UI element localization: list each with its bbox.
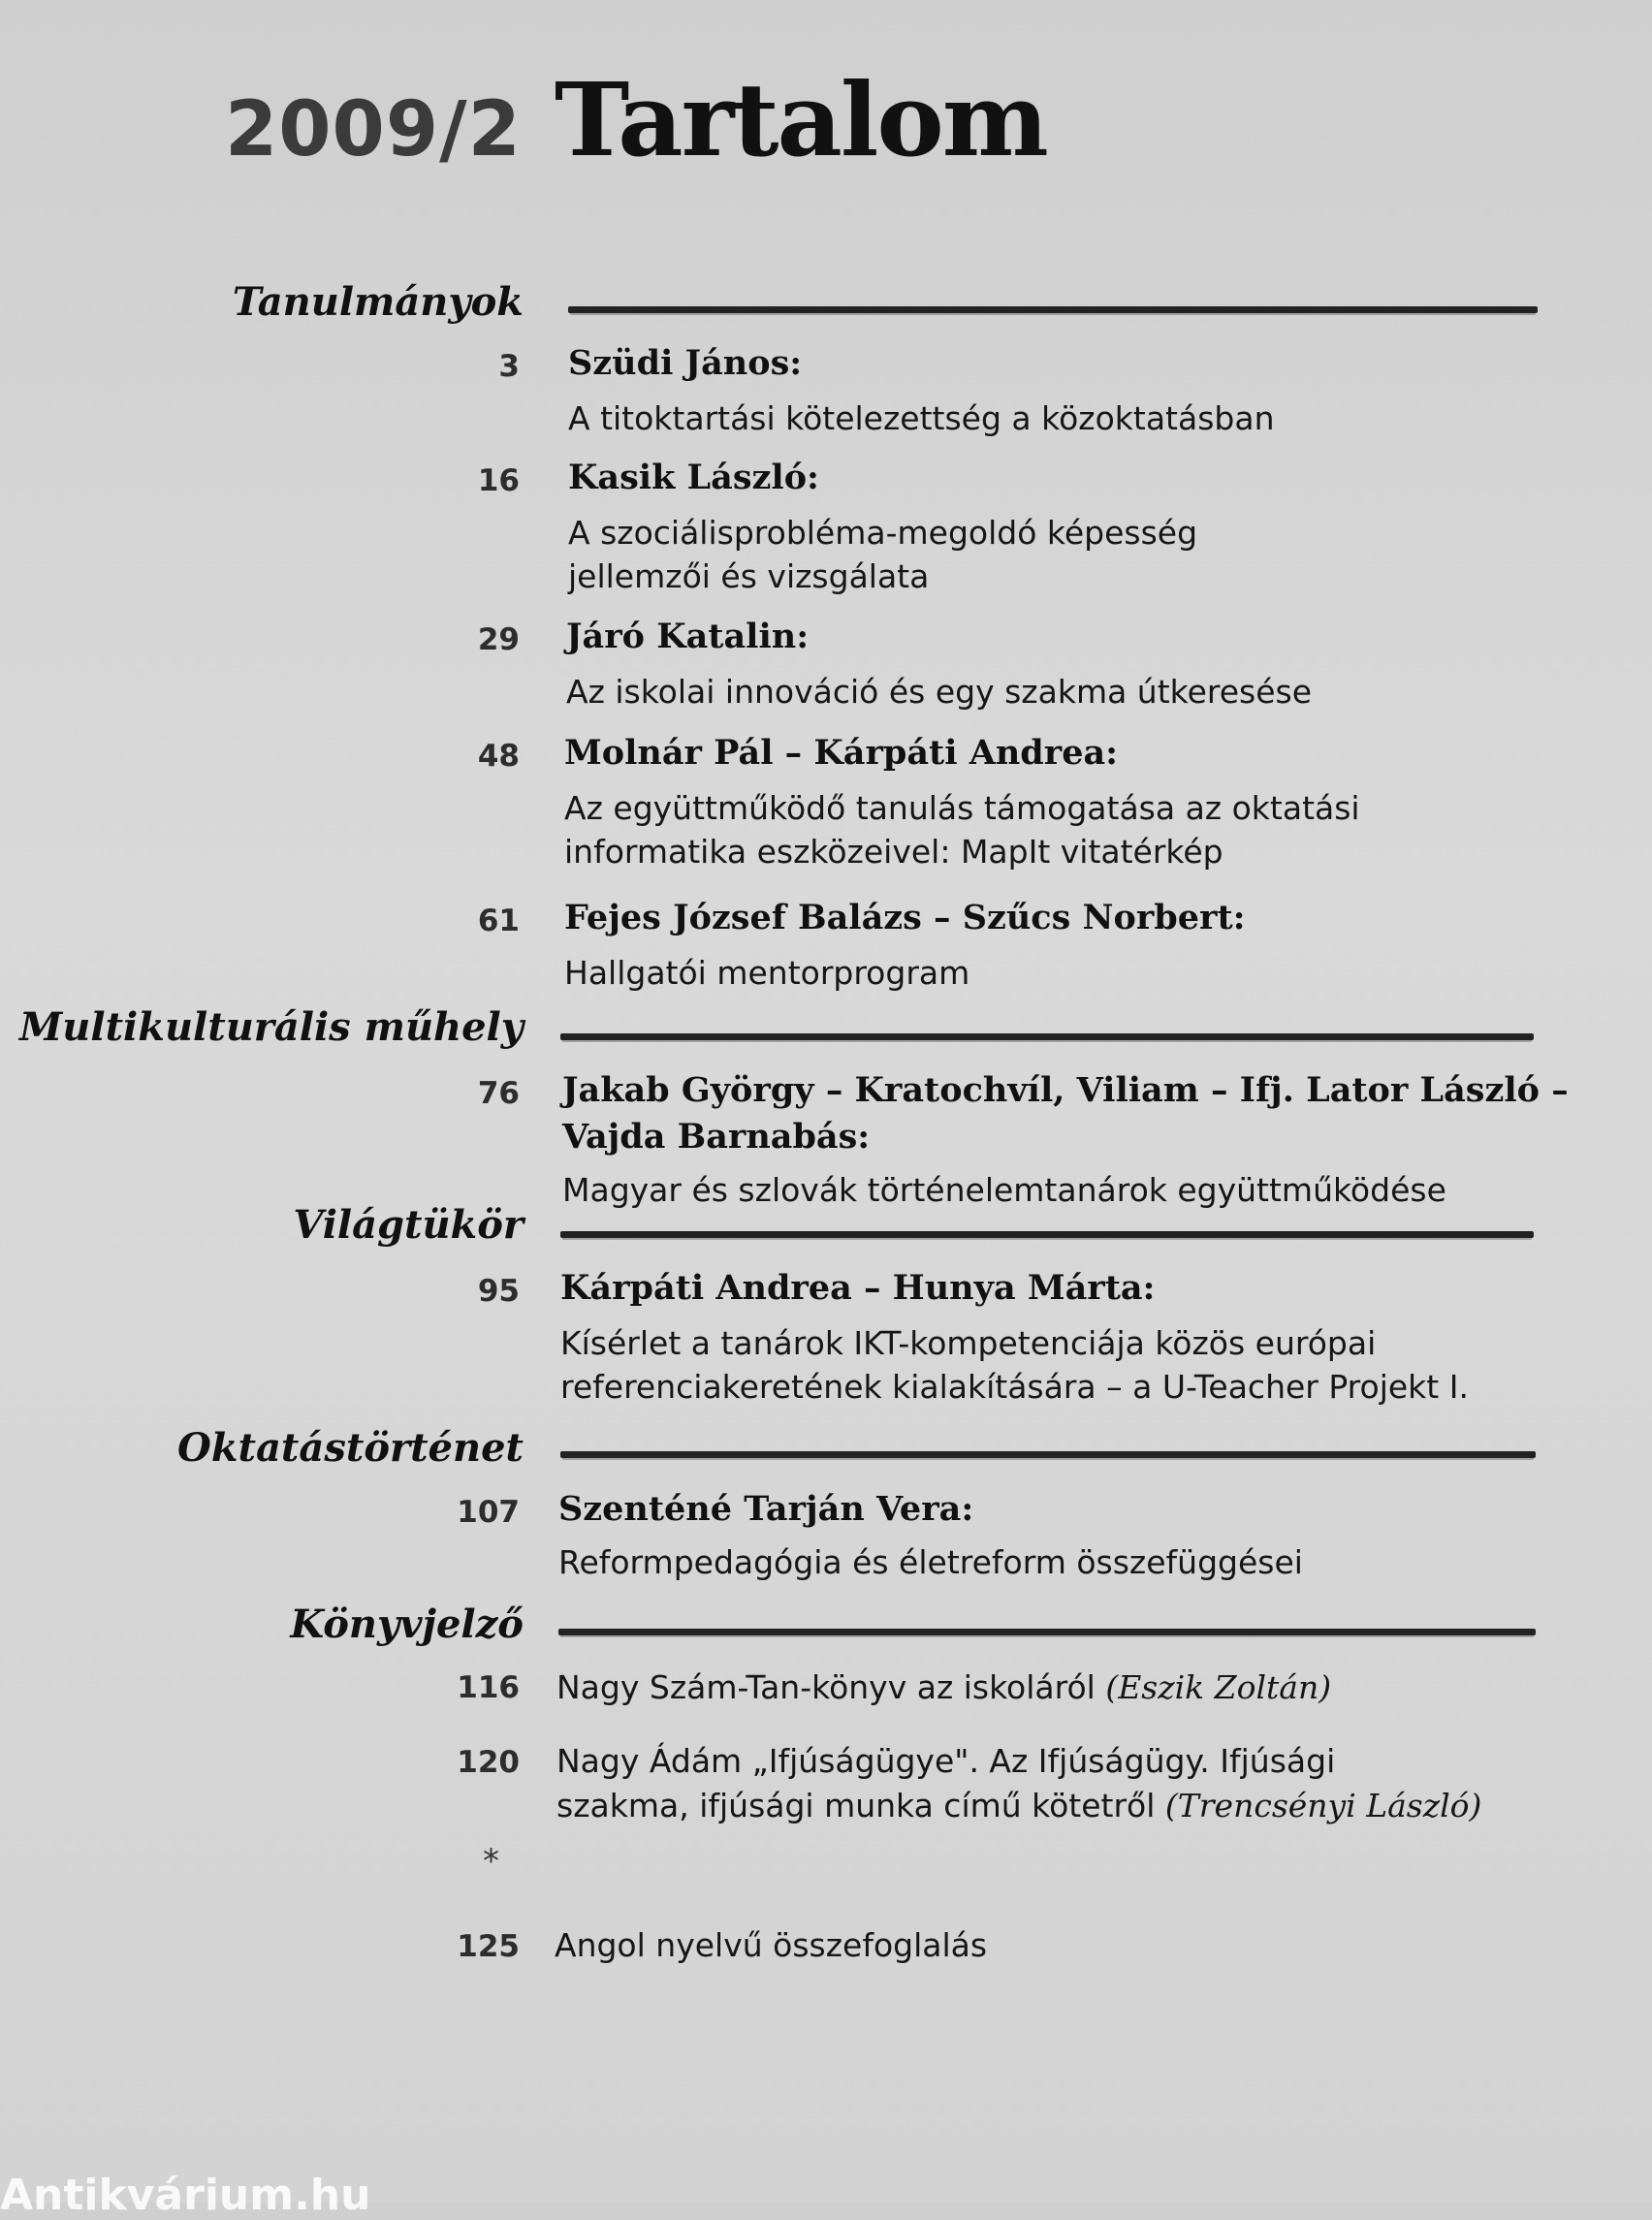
section-rule xyxy=(560,1451,1536,1458)
book-review-title: Nagy Szám-Tan-könyv az iskoláról xyxy=(556,1668,1106,1706)
page-number: 120 xyxy=(457,1745,520,1780)
page-number: 107 xyxy=(457,1495,520,1530)
page-number: 16 xyxy=(477,463,520,498)
section-rule xyxy=(560,1033,1534,1040)
entry-title: Kísérlet a tanárok IKT-kompetenciája közös európai xyxy=(560,1324,1377,1362)
page-number: 3 xyxy=(498,349,520,384)
separator-asterisk: * xyxy=(483,1842,499,1881)
entry-title: A titoktartási kötelezettség a közoktatásban xyxy=(568,399,1275,437)
page-number: 29 xyxy=(477,622,520,657)
entry-title xyxy=(556,1665,1331,1710)
entry-title: Magyar és szlovák történelemtanárok együttműködése xyxy=(562,1171,1446,1209)
section-rule xyxy=(558,1629,1536,1635)
section-heading-multikulturalis: Multikulturális műhely xyxy=(19,1004,524,1050)
page-number: 95 xyxy=(477,1274,520,1309)
entry-title-line-2: informatika eszközeivel: MapIt vitatérkép xyxy=(564,833,1223,871)
section-rule xyxy=(568,306,1538,313)
section-rule xyxy=(560,1231,1534,1238)
section-heading-oktatastortenet: Oktatástörténet xyxy=(176,1425,524,1471)
entry-author: Molnár Pál – Kárpáti Andrea: xyxy=(564,733,1119,773)
entry-title: Az együttműködő tanulás támogatása az oktatási xyxy=(564,789,1360,827)
entry-title: A szociálisprobléma-megoldó képesség xyxy=(568,514,1198,552)
page-number: 116 xyxy=(457,1670,520,1705)
entry-title: Angol nyelvű összefoglalás xyxy=(555,1926,988,1964)
entry-title: Hallgatói mentorprogram xyxy=(564,954,970,992)
watermark: Antikvárium.hu xyxy=(0,2171,371,2220)
entry-title: Az iskolai innováció és egy szakma útkeresése xyxy=(566,673,1313,711)
page-title xyxy=(225,60,1047,179)
title-word: Tartalom xyxy=(554,60,1047,179)
page-number: 48 xyxy=(477,739,520,774)
page-number: 61 xyxy=(477,904,520,938)
reviewer-name: (Eszik Zoltán) xyxy=(1105,1668,1332,1706)
entry-author: Jakab György – Kratochvíl, Viliam – Ifj. Lator László – xyxy=(562,1070,1569,1110)
page-number: 76 xyxy=(477,1076,520,1111)
entry-author: Fejes József Balázs – Szűcs Norbert: xyxy=(564,898,1246,937)
entry-author: Szenténé Tarján Vera: xyxy=(558,1489,974,1529)
entry-title: Nagy Ádám „Ifjúságügye". Az Ifjúságügy. Ifjúsági xyxy=(556,1742,1336,1780)
reviewer-name: (Trencsényi László) xyxy=(1164,1787,1482,1824)
entry-title: Reformpedagógia és életreform összefüggései xyxy=(558,1543,1303,1581)
entry-author: Kasik László: xyxy=(568,458,819,497)
entry-author: Járó Katalin: xyxy=(566,617,810,656)
entry-title-line-2 xyxy=(556,1784,1481,1828)
book-review-title-continued: szakma, ifjúsági munka című kötetről xyxy=(556,1787,1165,1824)
page-number: 125 xyxy=(457,1929,520,1964)
section-heading-vilagtukor: Világtükör xyxy=(293,1202,524,1248)
entry-title-line-2: referenciakeretének kialakítására – a U-Teacher Projekt I. xyxy=(560,1368,1469,1406)
entry-title-line-2: jellemzői és vizsgálata xyxy=(568,557,930,595)
section-heading-tanulmanyok: Tanulmányok xyxy=(232,279,524,325)
entry-author-line-2: Vajda Barnabás: xyxy=(562,1117,871,1157)
entry-author: Szüdi János: xyxy=(568,343,803,383)
entry-author: Kárpáti Andrea – Hunya Márta: xyxy=(560,1268,1156,1308)
section-heading-konyvjelzo: Könyvjelző xyxy=(290,1602,524,1647)
issue-number: 2009/2 xyxy=(225,86,522,174)
